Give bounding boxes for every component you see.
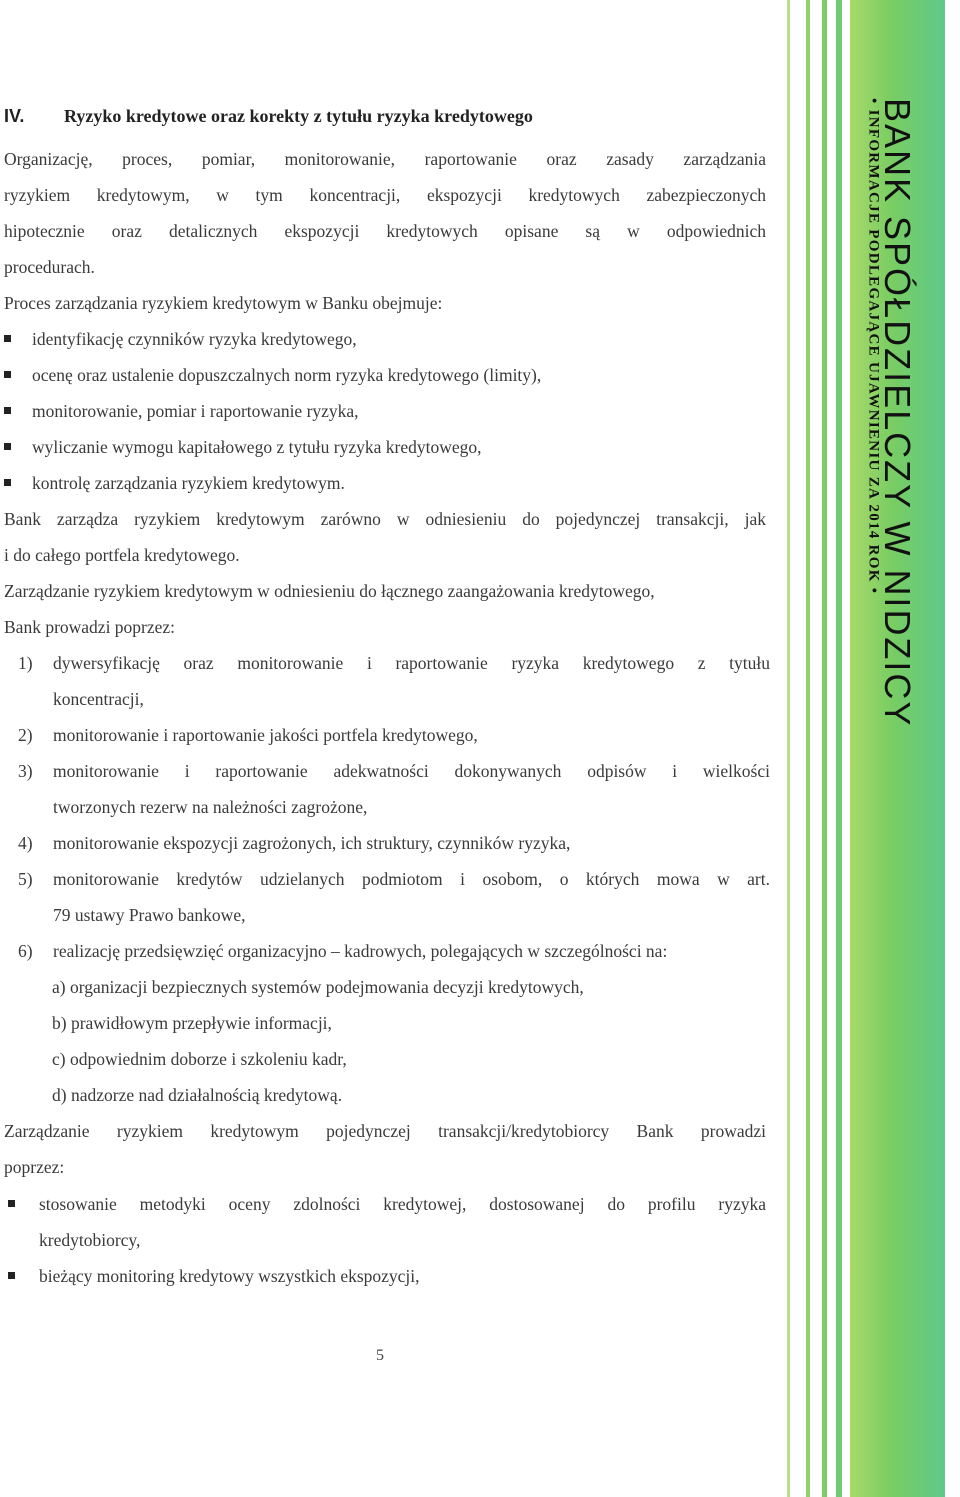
list-item-text: ocenę oraz ustalenie dopuszczalnych norm ryzyka kredytowego (limity), bbox=[32, 365, 542, 385]
item-number: 1) bbox=[18, 653, 33, 673]
text-line: monitorowanie kredytów udzielanych podmiotom i osobom, o których mowa w art. bbox=[53, 869, 770, 889]
item-text bbox=[53, 645, 770, 717]
text-line: realizację przedsięwzięć organizacyjno – kadrowych, polegających w szczególności na: bbox=[53, 941, 668, 961]
text-line: Bank zarządza ryzykiem kredytowym zarówno w odniesieniu do pojedynczej transakcji, jak bbox=[4, 509, 766, 529]
sidebar-subtitle: • INFORMACJE PODLEGAJĄCE UJAWNIENIU ZA 2014 ROK • bbox=[865, 98, 882, 595]
text-line: i do całego portfela kredytowego. bbox=[4, 545, 240, 565]
text-line: hipotecznie oraz detalicznych ekspozycji kredytowych opisane są w odpowiednich bbox=[4, 221, 766, 241]
bullet-icon bbox=[4, 407, 11, 414]
sub-item: b) prawidłowym przepływie informacji, bbox=[52, 1013, 332, 1033]
bullet-icon bbox=[8, 1200, 15, 1207]
single-transaction-paragraph bbox=[4, 1113, 766, 1185]
text-line: koncentracji, bbox=[53, 689, 144, 709]
text-line: kredytobiorcy, bbox=[39, 1230, 141, 1250]
text-line: bieżący monitoring kredytowy wszystkich ekspozycji, bbox=[39, 1266, 420, 1286]
decorative-stripe bbox=[787, 0, 790, 1497]
text-line: Bank prowadzi poprzez: bbox=[4, 617, 176, 637]
list-item-text bbox=[39, 1186, 766, 1258]
decorative-stripe bbox=[822, 0, 827, 1497]
section-number: IV. bbox=[4, 106, 25, 126]
list-item-text: wyliczanie wymogu kapitałowego z tytułu ryzyka kredytowego, bbox=[32, 437, 482, 457]
list-item-text: kontrolę zarządzania ryzykiem kredytowym. bbox=[32, 473, 345, 493]
text-line: procedurach. bbox=[4, 257, 95, 277]
bullet-icon bbox=[4, 335, 11, 342]
list-item bbox=[4, 465, 345, 501]
item-text bbox=[53, 753, 770, 825]
item-number: 4) bbox=[18, 833, 33, 853]
section-title: Ryzyko kredytowe oraz korekty z tytułu ryzyka kredytowego bbox=[64, 106, 533, 126]
text-line: poprzez: bbox=[4, 1157, 65, 1177]
bank-manages-paragraph bbox=[4, 501, 766, 573]
item-number: 3) bbox=[18, 761, 33, 781]
text-line: monitorowanie i raportowanie jakości portfela kredytowego, bbox=[53, 725, 478, 745]
bullet-icon bbox=[4, 371, 11, 378]
sub-item: a) organizacji bezpiecznych systemów podejmowania decyzji kredytowych, bbox=[52, 977, 584, 997]
list-item bbox=[4, 429, 482, 465]
decorative-stripe bbox=[806, 0, 810, 1497]
item-text bbox=[53, 933, 770, 969]
list-item-text bbox=[39, 1258, 766, 1294]
item-number: 5) bbox=[18, 869, 33, 889]
item-text bbox=[53, 717, 770, 753]
list-item bbox=[4, 357, 541, 393]
text-line: 79 ustawy Prawo bankowe, bbox=[53, 905, 246, 925]
text-line: ryzykiem kredytowym, w tym koncentracji, ekspozycji kredytowych zabezpieczonych bbox=[4, 185, 766, 205]
text-line: dywersyfikację oraz monitorowanie i raportowanie ryzyka kredytowego z tytułu bbox=[53, 653, 770, 673]
item-number: 6) bbox=[18, 941, 33, 961]
text-line: Zarządzanie ryzykiem kredytowym pojedynczej transakcji/kredytobiorcy Bank prowadzi bbox=[4, 1121, 766, 1141]
section-heading bbox=[4, 106, 533, 127]
item-number: 2) bbox=[18, 725, 33, 745]
list-item-text: monitorowanie, pomiar i raportowanie ryzyka, bbox=[32, 401, 359, 421]
text-line: monitorowanie ekspozycji zagrożonych, ich struktury, czynników ryzyka, bbox=[53, 833, 571, 853]
sub-item: c) odpowiednim doborze i szkoleniu kadr, bbox=[52, 1049, 347, 1069]
item-text bbox=[53, 861, 770, 933]
list-item-text: identyfikację czynników ryzyka kredytowego, bbox=[32, 329, 357, 349]
decorative-stripe bbox=[836, 0, 842, 1497]
text-line: tworzonych rezerw na należności zagrożone, bbox=[53, 797, 368, 817]
text-line: monitorowanie i raportowanie adekwatności dokonywanych odpisów i wielkości bbox=[53, 761, 770, 781]
bullet-icon bbox=[4, 443, 11, 450]
aggregate-paragraph bbox=[4, 573, 766, 645]
process-intro: Proces zarządzania ryzykiem kredytowym w Banku obejmuje: bbox=[4, 293, 443, 313]
bullet-icon bbox=[4, 479, 11, 486]
sub-item: d) nadzorze nad działalnością kredytową. bbox=[52, 1085, 343, 1105]
item-text bbox=[53, 825, 770, 861]
intro-paragraph bbox=[4, 141, 766, 285]
bullet-icon bbox=[8, 1272, 15, 1279]
text-line: stosowanie metodyki oceny zdolności kredytowej, dostosowanej do profilu ryzyka bbox=[39, 1194, 766, 1214]
list-item bbox=[4, 393, 359, 429]
text-line: Organizację, proces, pomiar, monitorowanie, raportowanie oraz zasady zarządzania bbox=[4, 149, 766, 169]
page-number: 5 bbox=[376, 1347, 384, 1364]
text-line: Zarządzanie ryzykiem kredytowym w odniesieniu do łącznego zaangażowania kredytowego, bbox=[4, 581, 655, 601]
list-item bbox=[4, 321, 357, 357]
sidebar-title: BANK SPÓŁDZIELCZY W NIDZICY bbox=[877, 98, 918, 728]
